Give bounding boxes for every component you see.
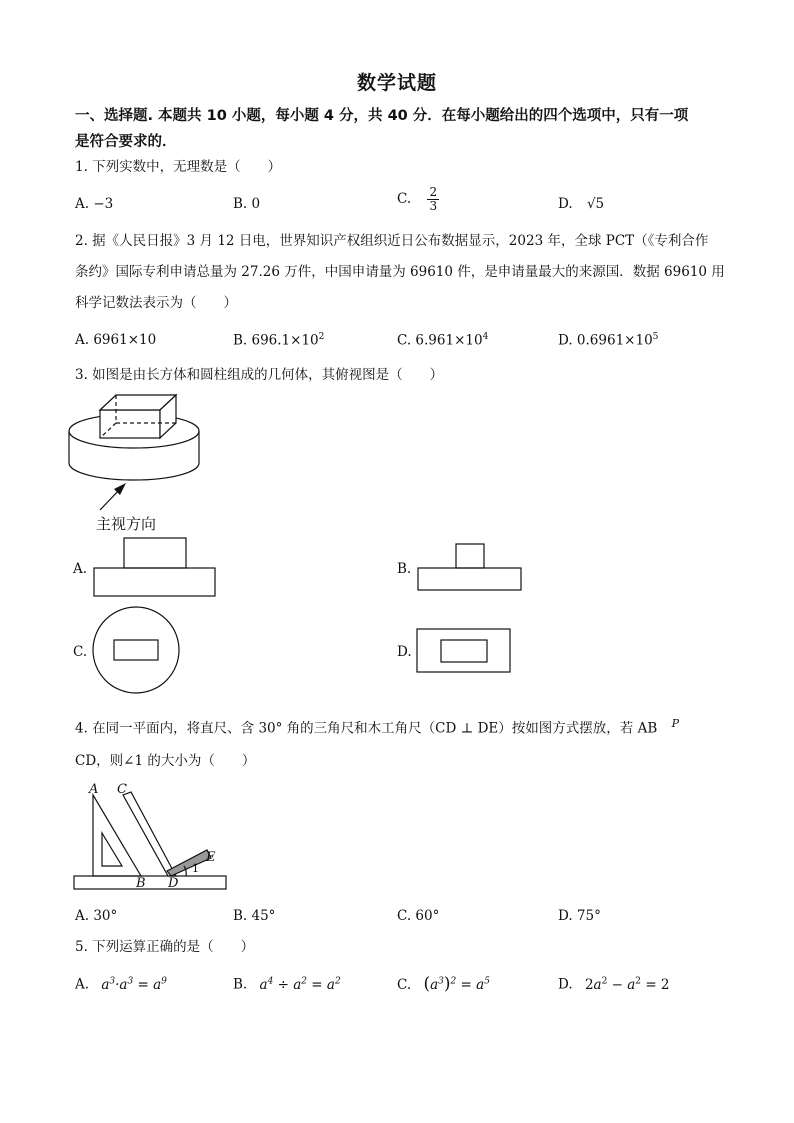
point-c-label: C (117, 782, 127, 797)
point-a-label: A (89, 782, 99, 797)
q2-option-d-exponent: 5 (652, 332, 659, 342)
q2-option-b-exponent: 2 (318, 332, 325, 342)
q2-line1: 2. 据《人民日报》3 月 12 日电，世界知识产权组织近日公布数据显示，2023 年，全球 PCT（《专利合作 (75, 233, 709, 249)
q4-option-d[interactable]: D. 75° (558, 908, 601, 924)
q1-c-numerator: 2 (429, 185, 438, 199)
angle-1-label: 1 (192, 862, 199, 875)
q1-option-d-value: √5 (586, 196, 605, 212)
q5-option-a-label: A. (75, 976, 90, 993)
triangle-ruler-outer (93, 795, 141, 876)
q5-option-c-label: C. (397, 977, 412, 993)
q2-option-c-base: C. 6.961×10 (397, 332, 483, 349)
q4-option-a[interactable]: A. 30° (75, 908, 118, 924)
q1-option-c-label: C. (397, 191, 412, 207)
q2-option-d-base: D. 0.6961×10 (558, 332, 653, 349)
q5-option-c[interactable] (397, 974, 490, 994)
q5-option-d[interactable] (558, 976, 670, 993)
q5-option-b[interactable] (233, 976, 341, 993)
q3-option-d-label[interactable]: D. (397, 644, 412, 660)
q5-option-d-expr: $2a^2 - a^2 = 2$ (584, 976, 670, 993)
q3-option-b-label[interactable]: B. (397, 561, 412, 577)
q1-stem: 1. 下列实数中，无理数是（ ） (75, 159, 282, 175)
q2-option-a[interactable]: A. 6961×10 (75, 332, 157, 348)
q5-stem: 5. 下列运算正确的是（ ） (75, 939, 255, 955)
carpenter-square-short-arm (167, 850, 211, 876)
q3-stem: 3. 如图是由长方体和圆柱组成的几何体，其俯视图是（ ） (75, 367, 444, 383)
q4-line1-text: 4. 在同一平面内，将直尺、含 30° 角的三角尺和木工角尺（CD ⊥ DE）按如图方式摆放，若 AB (75, 720, 658, 737)
q5-option-d-label: D. (558, 976, 573, 993)
carpenter-square-long-arm (123, 792, 176, 876)
q2-line2: 条约》国际专利申请总量为 27.26 万件，中国申请量为 69610 件，是申请量最大的来源国．数据 69610 用 (75, 264, 725, 280)
q5-option-a[interactable] (75, 976, 167, 993)
q2-option-b-base: B. 696.1×10 (233, 332, 319, 349)
point-b-label: B (136, 876, 146, 891)
point-d-label: D (168, 876, 179, 891)
q3-option-c-label[interactable]: C. (73, 644, 88, 660)
q3-direction-label: 主视方向 (96, 515, 157, 533)
q2-line3: 科学记数法表示为（ ） (75, 295, 237, 311)
q5-option-a-expr: $a^3\cdot a^3 = a^9$ (101, 976, 167, 993)
straight-ruler (74, 876, 226, 889)
q4-option-b[interactable]: B. 45° (233, 908, 276, 924)
point-e-label: E (206, 850, 216, 865)
page-title: 数学试题 (356, 72, 437, 94)
q1-option-b[interactable]: B. 0 (233, 196, 261, 212)
q2-option-c-exponent: 4 (482, 332, 489, 342)
q5-option-c-expr: $(a^3)^2 = a^5$ (423, 974, 490, 994)
q4-parallel-symbol: P (671, 717, 679, 730)
q5-option-b-expr: $a^4 \div a^2 = a^2$ (259, 976, 341, 993)
q5-option-b-label: B. (233, 976, 248, 993)
q3-option-a-label[interactable]: A. (73, 561, 88, 577)
q1-option-a[interactable]: A. −3 (75, 196, 114, 212)
section-header-line2: 是符合要求的． (75, 134, 177, 150)
section-header-line1: 一、选择题. 本题共 10 小题，每小题 4 分，共 40 分．在每小题给出的四个选项中，只有一项 (75, 108, 689, 124)
q4-line2: CD，则∠1 的大小为（ ） (75, 753, 256, 769)
q1-c-denominator: 3 (429, 199, 438, 213)
q1-option-d-label: D. (558, 196, 573, 212)
q4-option-c[interactable]: C. 60° (397, 908, 440, 924)
